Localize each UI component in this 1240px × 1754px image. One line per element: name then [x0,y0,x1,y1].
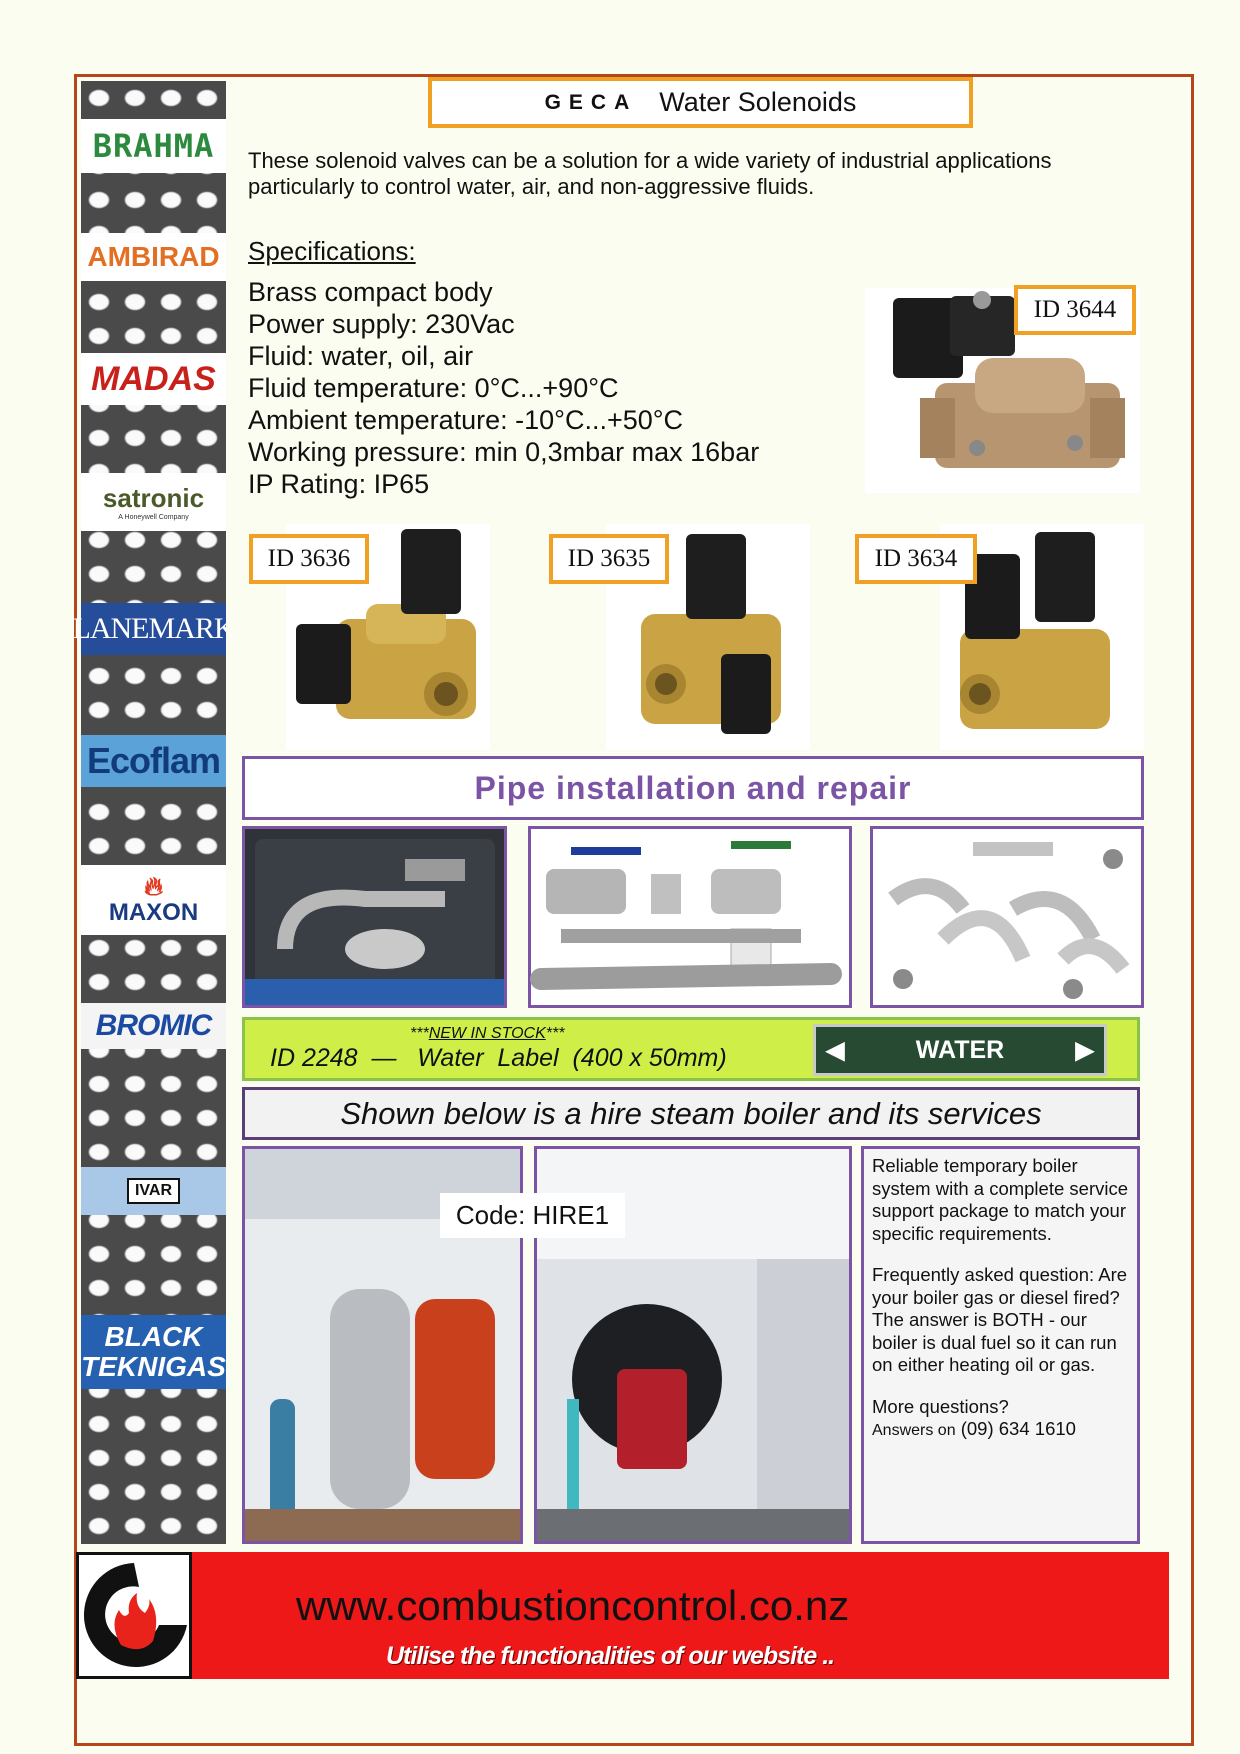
ivar-logo [81,1167,226,1215]
flame-icon: 🔥︎ [143,871,164,901]
maxon-logo [81,865,226,935]
hire-code-label: Code: HIRE1 [440,1193,625,1238]
water-sign-text: WATER [915,1035,1005,1064]
specifications-list [248,276,759,500]
satronic-logo-subtext: A Honeywell Company [118,514,189,521]
hire-info-panel [861,1146,1140,1544]
ivar-logo-text: IVAR [127,1178,180,1204]
product-id-label-3636: ID 3636 [249,534,369,584]
arrow-left-icon: ◀ [826,1036,845,1064]
page-title [428,77,973,128]
product-id-label-3644: ID 3644 [1014,285,1136,335]
water-label-sign [813,1024,1107,1076]
hire-section-heading: Shown below is a hire steam boiler and its services [242,1087,1140,1140]
title-brand: GECA [544,90,638,114]
combustion-control-logo [76,1552,192,1679]
new-in-stock-suffix: *** [545,1025,565,1042]
new-in-stock-prefix: *** [410,1025,429,1042]
spec-item: Power supply: 230Vac [248,309,515,339]
phone-number[interactable]: (09) 634 1610 [960,1418,1076,1439]
hire-info-faq: Frequently asked question: Are your boiler gas or diesel fired? The answer is BOTH - our boiler is dual fuel so it can run on either heating oil or gas. [872,1264,1128,1375]
satronic-logo [81,473,226,531]
hire-info-contact [872,1396,1129,1443]
black-teknigas-logo-line1: BLACK [104,1321,203,1352]
ecoflam-logo: Ecoflam [81,735,226,787]
product-id-label-3634: ID 3634 [855,534,977,584]
satronic-logo-text: satronic [102,483,205,513]
brand-logo-strip [72,81,235,1544]
press-fittings-photo [870,826,1144,1008]
footer-tagline: Utilise the functionalities of our website .. [386,1642,835,1670]
new-in-stock-badge [410,1025,564,1043]
title-text: Water Solenoids [659,87,857,117]
black-teknigas-logo-line2: TEKNIGAS [81,1351,226,1382]
more-questions-text: More questions? [872,1395,1009,1417]
water-label-description: ID 2248 — Water Label (400 x 50mm) [270,1044,727,1072]
spec-item: Ambient temperature: -10°C...+50°C [248,405,684,435]
hire-info-description: Reliable temporary boiler system with a complete service support package to match your specific requirements. [872,1155,1129,1244]
pipe-section-heading: Pipe installation and repair [242,756,1144,820]
bromic-logo: BROMIC [81,1003,226,1049]
website-url[interactable]: www.combustioncontrol.co.nz [296,1582,850,1629]
brahma-logo: BRAHMA [81,119,226,173]
lanemark-logo: LANEMARK [81,603,226,655]
new-in-stock-text: NEW IN STOCK [428,1025,546,1042]
spec-item: IP Rating: IP65 [248,469,430,499]
spec-item: Brass compact body [248,277,493,307]
answers-on-text: Answers on [872,1422,956,1439]
product-id-label-3635: ID 3635 [549,534,669,584]
pipe-tool-case-photo [242,826,507,1008]
spec-item: Fluid: water, oil, air [248,341,474,371]
water-label-product [242,1017,1140,1081]
intro-paragraph: These solenoid valves can be a solution for a wide variety of industrial applications particularly to control water, air, and non-aggressive fluids. [248,148,1052,199]
pipe-fittings-photo [528,826,852,1008]
spec-item: Working pressure: min 0,3mbar max 16bar [248,437,760,467]
arrow-right-icon: ▶ [1075,1036,1094,1064]
black-teknigas-logo [81,1315,226,1389]
madas-logo: MADAS [81,353,226,405]
specifications-heading: Specifications: [248,236,416,266]
maxon-logo-text: MAXON [108,899,199,926]
spec-item: Fluid temperature: 0°C...+90°C [248,373,619,403]
ambirad-logo: AMBIRAD [81,233,226,281]
